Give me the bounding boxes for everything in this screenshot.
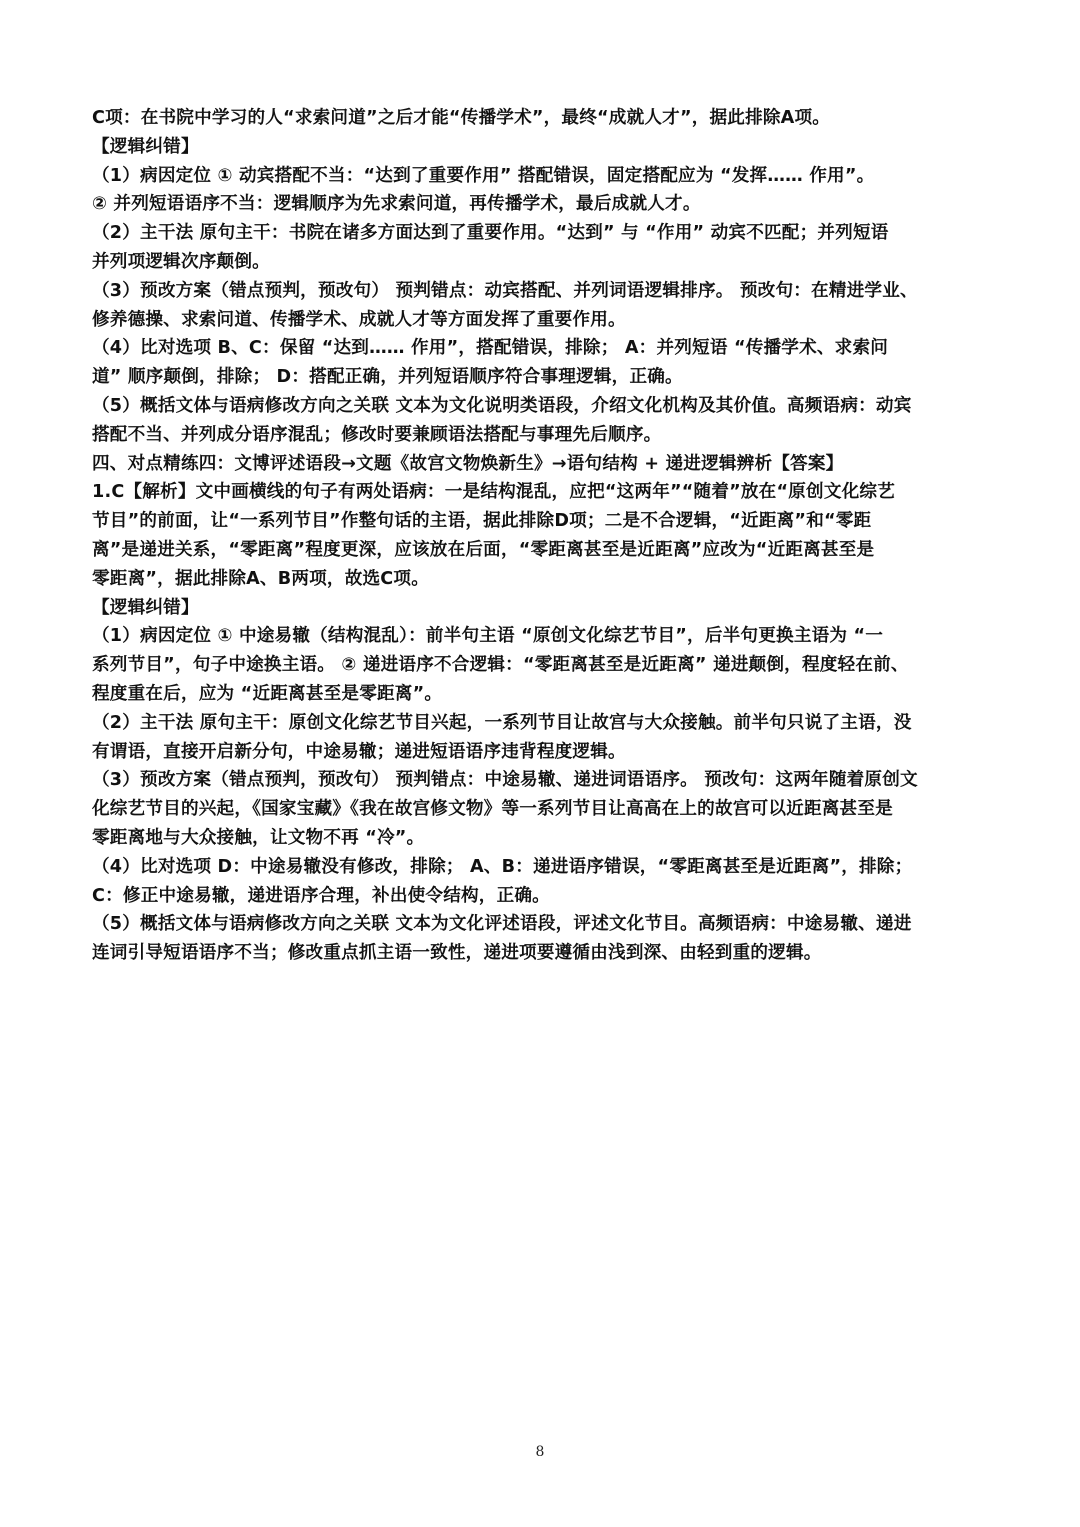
- text-line: （3）预改方案（错点预判，预改句） 预判错点：中途易辙、递进词语语序。 预改句：这两年随着原创文: [92, 770, 918, 791]
- text-line: （3）预改方案（错点预判，预改句） 预判错点：动宾搭配、并列词语逻辑排序。 预改句：在精进学业、: [92, 280, 918, 301]
- text-line: （2）主干法 原句主干：原创文化综艺节目兴起，一系列节目让故宫与大众接触。前半句只说了主语，没: [92, 712, 912, 733]
- text-line: （4）比对选项 B、C：保留 “达到…… 作用”，搭配错误，排除； A：并列短语 “传播学术、求索问: [92, 338, 889, 359]
- text-line: C：修正中途易辙，递进语序合理，补出使令结构，正确。: [92, 885, 550, 906]
- text-line: （2）主干法 原句主干：书院在诸多方面达到了重要作用。“达到” 与 “作用” 动宾不匹配；并列短语: [92, 223, 889, 244]
- text-line: 修养德操、求索问道、传播学术、成就人才等方面发挥了重要作用。: [92, 309, 626, 330]
- section-heading: 【逻辑纠错】: [92, 597, 199, 618]
- text-line: ② 并列短语语序不当：逻辑顺序为先求索问道，再传播学术，最后成就人才。: [92, 194, 701, 215]
- text-line: （1）病因定位 ① 动宾搭配不当：“达到了重要作用” 搭配错误，固定搭配应为 “发挥…… 作用”。: [92, 165, 875, 186]
- text-line: （4）比对选项 D：中途易辙没有修改，排除； A、B：递进语序错误，“零距离甚至是近距离”，排除；: [92, 856, 913, 877]
- text-line: （5）概括文体与语病修改方向之关联 文本为文化评述语段，评述文化节目。高频语病：中途易辙、递进: [92, 914, 912, 935]
- text-line: 节目”的前面，让“一系列节目”作整句话的主语，据此排除D项；二是不合逻辑，“近距离”和“零距: [92, 511, 872, 532]
- text-line: 化综艺节目的兴起，《国家宝藏》《我在故宫修文物》等一系列节目让高高在上的故宫可以近距离甚至是: [92, 799, 893, 820]
- document-body: [92, 104, 992, 968]
- text-line: 搭配不当、并列成分语序混乱；修改时要兼顾语法搭配与事理先后顺序。: [92, 424, 662, 445]
- text-line: 并列项逻辑次序颠倒。: [92, 251, 270, 272]
- text-line: 1.C【解析】文中画横线的句子有两处语病：一是结构混乱，应把“这两年”“随着”放在“原创文化综艺: [92, 482, 896, 503]
- text-line: 零距离地与大众接触，让文物不再 “冷”。: [92, 827, 425, 848]
- text-line: C项：在书院中学习的人“求索问道”之后才能“传播学术”，最终“成就人才”，据此排除A项。: [92, 108, 831, 128]
- text-line: （5）概括文体与语病修改方向之关联 文本为文化说明类语段，介绍文化机构及其价值。高频语病：动宾: [92, 395, 912, 416]
- text-line: 有谓语，直接开启新分句，中途易辙；递进短语语序违背程度逻辑。: [92, 741, 626, 762]
- section-heading: 【逻辑纠错】: [92, 136, 199, 157]
- text-line: 连词引导短语语序不当；修改重点抓主语一致性，递进项要遵循由浅到深、由轻到重的逻辑。: [92, 943, 822, 964]
- page-number: 8: [535, 1444, 545, 1460]
- section-title: 四、对点精练四：文博评述语段→文题《故宫文物焕新生》→语句结构 + 递进逻辑辨析【答案】: [92, 453, 844, 474]
- text-line: （1）病因定位 ① 中途易辙（结构混乱）：前半句主语 “原创文化综艺节目”，后半句更换主语为 “一: [92, 626, 884, 647]
- text-line: 道” 顺序颠倒，排除； D：搭配正确，并列短语顺序符合事理逻辑，正确。: [92, 367, 683, 388]
- text-line: 零距离”，据此排除A、B两项，故选C项。: [92, 568, 430, 589]
- text-line: 系列节目”，句子中途换主语。 ② 递进语序不合逻辑：“零距离甚至是近距离” 递进颠倒，程度轻在前、: [92, 655, 909, 676]
- text-line: 离”是递进关系，“零距离”程度更深，应该放在后面，“零距离甚至是近距离”应改为“近距离甚至是: [92, 539, 875, 560]
- text-line: 程度重在后，应为 “近距离甚至是零距离”。: [92, 683, 443, 704]
